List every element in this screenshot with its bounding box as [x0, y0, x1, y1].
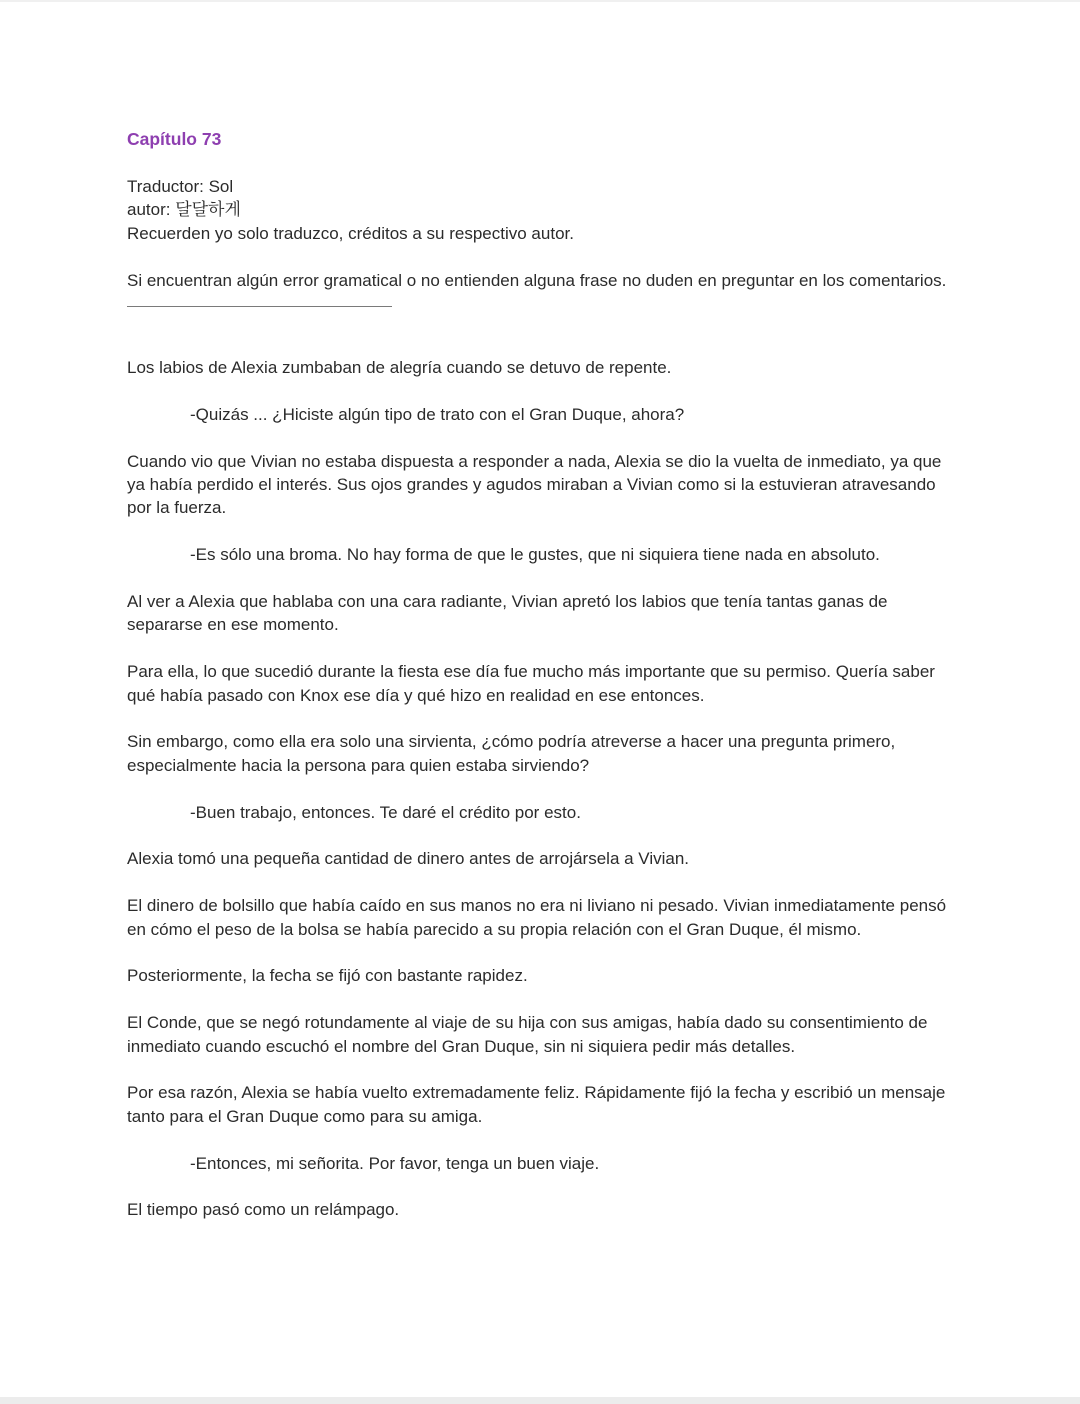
- document-meta: [127, 175, 957, 245]
- narration-paragraph: Al ver a Alexia que hablaba con una cara radiante, Vivian apretó los labios que tenía tantas ganas de separarse en ese momento.: [127, 592, 888, 635]
- translator-line: Traductor: Sol: [127, 177, 234, 196]
- narration-paragraph: Alexia tomó una pequeña cantidad de dinero antes de arrojársela a Vivian.: [127, 849, 690, 869]
- dialogue-paragraph: -Es sólo una broma. No hay forma de que le gustes, que ni siquiera tiene nada en absoluto.: [190, 545, 880, 565]
- narration-paragraph: Sin embargo, como ella era solo una sirvienta, ¿cómo podría atreverse a hacer una pregunta primero, especialmente hacia la persona para quien estaba sirviendo?: [127, 732, 896, 775]
- narration-paragraph: El dinero de bolsillo que había caído en sus manos no era ni liviano ni pesado. Vivian inmediatamente pensó en cómo el peso de la bolsa se había parecido a su propia relación con el Gran Duque, él mismo.: [127, 896, 947, 939]
- narration-paragraph: Cuando vio que Vivian no estaba dispuesta a responder a nada, Alexia se dio la vuelta de inmediato, ya que ya había perdido el interés. Sus ojos grandes y agudos miraban a Vivian como si la estuvieran atravesando por la fuerza.: [127, 451, 942, 518]
- narration-paragraph: Para ella, lo que sucedió durante la fiesta ese día fue mucho más importante que su permiso. Quería saber qué había pasado con Knox ese día y qué hizo en realidad en ese entonces.: [127, 662, 935, 705]
- author-line: autor: 달달하게: [127, 200, 241, 220]
- chapter-body: [127, 356, 957, 1222]
- credits-line: Recuerden yo solo traduzco, créditos a su respectivo autor.: [127, 223, 574, 243]
- narration-paragraph: El tiempo pasó como un relámpago.: [127, 1200, 400, 1220]
- translator-note: Si encuentran algún error gramatical o no entienden alguna frase no duden en preguntar en los comentarios.: [127, 270, 947, 290]
- narration-paragraph: Posteriormente, la fecha se fijó con bastante rapidez.: [127, 966, 528, 986]
- separator-rule: [127, 306, 392, 307]
- dialogue-paragraph: -Buen trabajo, entonces. Te daré el crédito por esto.: [190, 802, 581, 822]
- narration-paragraph: Por esa razón, Alexia se había vuelto extremadamente feliz. Rápidamente fijó la fecha y escribió un mensaje tanto para el Gran Duque como para su amiga.: [127, 1083, 946, 1126]
- dialogue-paragraph: -Quizás ... ¿Hiciste algún tipo de trato con el Gran Duque, ahora?: [190, 404, 685, 424]
- narration-paragraph: El Conde, que se negó rotundamente al viaje de su hija con sus amigas, había dado su consentimiento de inmediato cuando escuchó el nombre del Gran Duque, sin ni siquiera pedir más detalles.: [127, 1013, 928, 1056]
- narration-paragraph: Los labios de Alexia zumbaban de alegría cuando se detuvo de repente.: [127, 358, 672, 378]
- page-bottom-edge: [0, 1397, 1080, 1404]
- dialogue-paragraph: -Entonces, mi señorita. Por favor, tenga un buen viaje.: [190, 1153, 600, 1173]
- chapter-title: Capítulo 73: [127, 129, 222, 149]
- page-top-edge: [0, 0, 1080, 2]
- document-page: [127, 126, 957, 1245]
